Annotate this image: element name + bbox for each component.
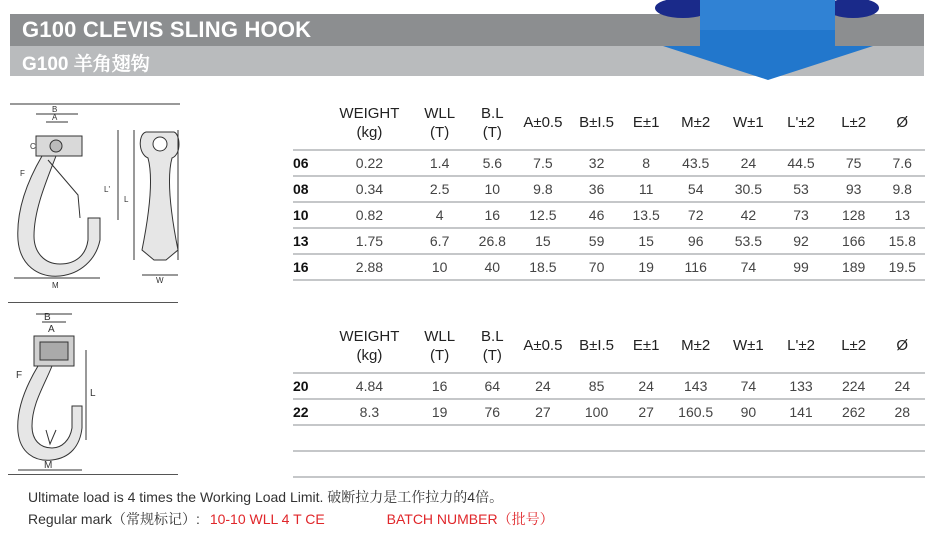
table-cell: 53 [774,176,828,202]
table-cell: 73 [774,202,828,228]
table-cell: 90 [723,399,775,425]
empty-cell [469,451,517,477]
table-cell: 189 [828,254,880,280]
empty-cell [774,451,828,477]
table-cell: 133 [774,373,828,399]
label-b2: B [44,312,51,323]
header-e: E±1 [632,114,660,131]
table-cell: 5.6 [469,150,517,176]
header-size [293,319,328,373]
label-l: L [124,195,129,204]
label-l2: L [90,388,96,399]
table-cell: 9.8 [516,176,570,202]
table-cell: 75 [828,150,880,176]
table-cell: 2.88 [328,254,411,280]
empty-cell [411,451,469,477]
table-row [293,176,925,202]
regular-mark-value: 10-10 WLL 4 T CE [209,511,325,527]
table-cell: 93 [828,176,880,202]
table-cell: 166 [828,228,880,254]
label-m2: M [44,460,53,471]
table-cell: 12.5 [516,202,570,228]
label-m: M [52,281,59,290]
table-cell: 46 [570,202,624,228]
table-cell: 92 [774,228,828,254]
empty-cell [669,425,723,451]
table-cell: 0.82 [328,202,411,228]
table-cell: 141 [774,399,828,425]
empty-cell [879,451,925,477]
table-cell: 64 [469,373,517,399]
header-weight: WEIGHT (kg) [339,327,400,364]
table-cell: 44.5 [774,150,828,176]
table-cell: 7.6 [879,150,925,176]
header-a: A±0.5 [523,337,563,354]
spec-table-1 [293,96,925,281]
table-cell: 10 [469,176,517,202]
table-row [293,228,925,254]
header-w: W±1 [732,114,764,131]
page-subtitle: G100 羊角翅钩 [22,54,150,75]
table-cell: 30.5 [723,176,775,202]
table-cell: 74 [723,373,775,399]
empty-cell [570,425,624,451]
empty-cell [774,425,828,451]
table-cell: 13 [879,202,925,228]
table-cell: 74 [723,254,775,280]
arrow-down-icon [655,0,885,82]
header-bl: B.L (T) [481,104,504,141]
table-cell: 224 [828,373,880,399]
empty-cell [623,451,668,477]
table-cell: 16 [411,373,469,399]
label-a: A [52,113,58,122]
footer-marks [28,509,554,529]
table-cell: 76 [469,399,517,425]
size-cell: 16 [293,254,328,280]
footer-note: Ultimate load is 4 times the Working Load Limit. 破断拉力是工作拉力的4倍。 [28,489,504,505]
table-cell: 24 [623,373,668,399]
batch-number-label: BATCH NUMBER（批号） [386,511,554,527]
header-e: E±1 [632,337,660,354]
hook-drawing-2 [10,310,110,475]
empty-cell [669,451,723,477]
table-cell: 53.5 [723,228,775,254]
empty-cell [411,425,469,451]
header-wll: WLL (T) [424,104,456,141]
header-m: M±2 [681,337,711,354]
table-cell: 19 [623,254,668,280]
table-cell: 11 [623,176,668,202]
table-cell: 15 [623,228,668,254]
table-cell: 15.8 [879,228,925,254]
table-cell: 24 [516,373,570,399]
table-cell: 36 [570,176,624,202]
empty-cell [828,425,880,451]
divider [8,302,178,303]
header-diameter: Ø [896,337,909,354]
header-w: W±1 [732,337,764,354]
label-a2: A [48,324,55,335]
table-row [293,254,925,280]
label-e2: F [16,370,23,381]
table-cell: 85 [570,373,624,399]
table-cell: 128 [828,202,880,228]
table-cell: 0.34 [328,176,411,202]
header-size [293,96,328,150]
empty-cell [516,425,570,451]
table-cell: 8.3 [328,399,411,425]
header-bl: B.L (T) [481,327,504,364]
table-cell: 1.75 [328,228,411,254]
size-cell: 10 [293,202,328,228]
table-row [293,399,925,425]
empty-cell [723,451,775,477]
header-wll: WLL (T) [424,327,456,364]
table-cell: 262 [828,399,880,425]
table-cell: 6.7 [411,228,469,254]
table-cell: 19.5 [879,254,925,280]
table-cell: 7.5 [516,150,570,176]
empty-cell [469,425,517,451]
table-cell: 70 [570,254,624,280]
empty-cell [293,425,328,451]
table-cell: 19 [411,399,469,425]
empty-row [293,451,925,477]
table-cell: 13.5 [623,202,668,228]
table-cell: 99 [774,254,828,280]
label-f: F [20,169,25,178]
table-cell: 160.5 [669,399,723,425]
table-cell: 143 [669,373,723,399]
table-cell: 4.84 [328,373,411,399]
table-cell: 43.5 [669,150,723,176]
size-cell: 22 [293,399,328,425]
empty-cell [516,451,570,477]
table-cell: 72 [669,202,723,228]
empty-cell [623,425,668,451]
spec-table-2 [293,319,925,478]
empty-cell [879,425,925,451]
header-weight: WEIGHT (kg) [339,104,400,141]
header-m: M±2 [681,114,711,131]
header-a: A±0.5 [523,114,563,131]
table-cell: 24 [723,150,775,176]
label-l-prime: L' [104,185,110,194]
table-row [293,202,925,228]
label-w: W [156,276,164,285]
table-cell: 9.8 [879,176,925,202]
table-cell: 27 [623,399,668,425]
table-cell: 16 [469,202,517,228]
empty-cell [328,425,411,451]
page-title: G100 CLEVIS SLING HOOK [22,17,312,42]
table-cell: 32 [570,150,624,176]
table-cell: 96 [669,228,723,254]
header-diameter: Ø [896,114,909,131]
table-cell: 26.8 [469,228,517,254]
size-cell: 06 [293,150,328,176]
size-cell: 08 [293,176,328,202]
table-cell: 100 [570,399,624,425]
table-cell: 8 [623,150,668,176]
label-b: B [52,105,58,114]
table-cell: 42 [723,202,775,228]
table-cell: 27 [516,399,570,425]
table-cell: 4 [411,202,469,228]
table-cell: 40 [469,254,517,280]
empty-cell [828,451,880,477]
size-cell: 13 [293,228,328,254]
table-cell: 1.4 [411,150,469,176]
table-cell: 54 [669,176,723,202]
table-cell: 18.5 [516,254,570,280]
table-cell: 15 [516,228,570,254]
label-c: C [30,142,36,151]
header-l: L±2 [841,114,867,131]
empty-cell [328,451,411,477]
table-row [293,373,925,399]
empty-cell [570,451,624,477]
empty-cell [293,451,328,477]
empty-cell [723,425,775,451]
table-cell: 28 [879,399,925,425]
header-l: L±2 [841,337,867,354]
size-cell: 20 [293,373,328,399]
header-b: B±I.5 [579,337,615,354]
empty-row [293,425,925,451]
table-cell: 116 [669,254,723,280]
header-b: B±I.5 [579,114,615,131]
header-l-prime: L'±2 [787,114,815,131]
header-l-prime: L'±2 [787,337,815,354]
table-cell: 10 [411,254,469,280]
table-cell: 59 [570,228,624,254]
regular-mark-label: Regular mark（常规标记）: [28,511,200,527]
table-cell: 24 [879,373,925,399]
table-cell: 0.22 [328,150,411,176]
table-row [293,150,925,176]
hook-drawing-1 [8,100,193,300]
table-cell: 2.5 [411,176,469,202]
